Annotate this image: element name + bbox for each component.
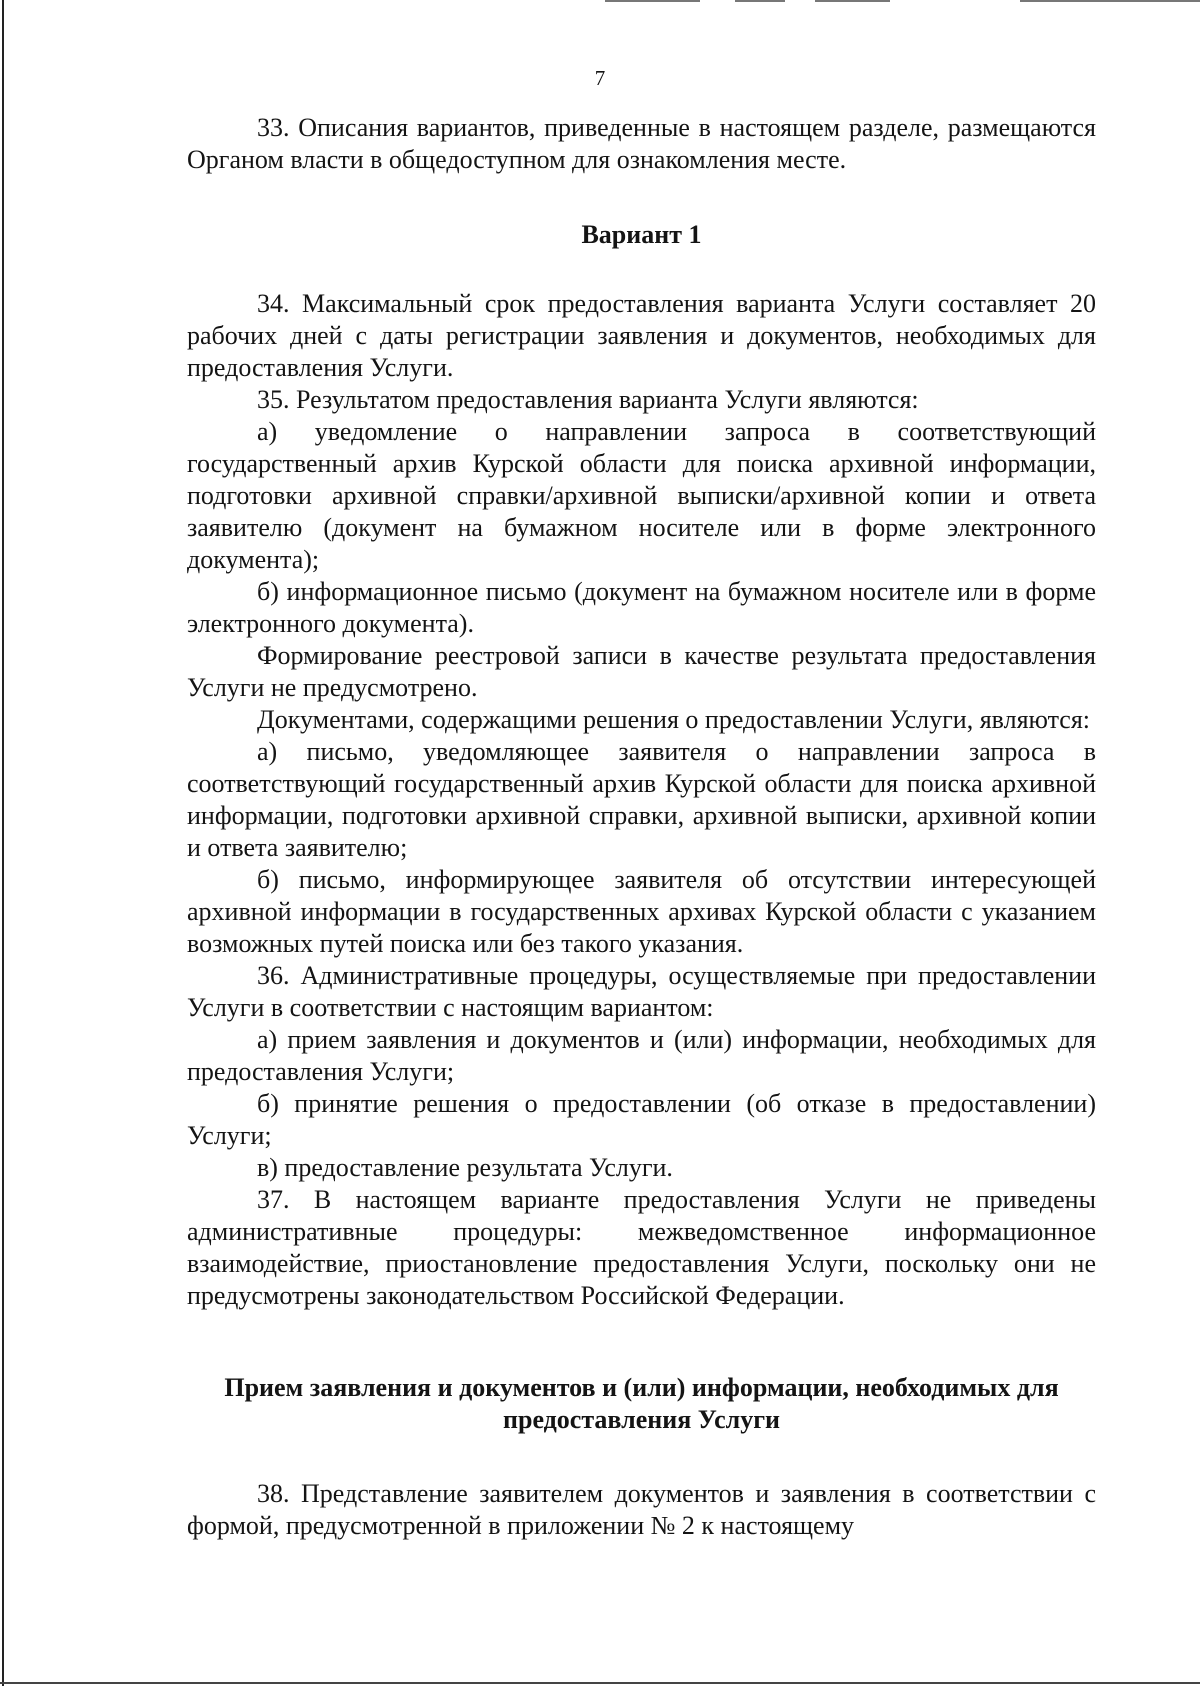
document-body bbox=[187, 112, 1096, 1542]
paragraph-36-a: а) прием заявления и документов и (или) информации, необходимых для предоставления Услуги; bbox=[187, 1025, 1096, 1086]
paragraph-registry-note: Формирование реестровой записи в качестве результата предоставления Услуги не предусмотрено. bbox=[187, 641, 1096, 702]
paragraph-35-b: б) информационное письмо (документ на бумажном носителе или в форме электронного документа). bbox=[187, 577, 1096, 638]
scan-mark-top bbox=[815, 0, 890, 2]
paragraph-34: 34. Максимальный срок предоставления варианта Услуги составляет 20 рабочих дней с даты регистрации заявления и документов, необходимых для предоставления Услуги. bbox=[187, 289, 1096, 382]
paragraph-36: 36. Административные процедуры, осуществляемые при предоставлении Услуги в соответствии с настоящим вариантом: bbox=[187, 961, 1096, 1022]
heading-variant-1: Вариант 1 bbox=[581, 220, 702, 249]
paragraph-35: 35. Результатом предоставления варианта Услуги являются: bbox=[257, 385, 919, 414]
page-number: 7 bbox=[594, 66, 606, 90]
scan-mark-top bbox=[1020, 0, 1200, 2]
paragraph-decision-b: б) письмо, информирующее заявителя об отсутствии интересующей архивной информации в государственных архивах Курской области с указанием возможных путей поиска или без такого указания. bbox=[187, 865, 1096, 958]
paragraph-37: 37. В настоящем варианте предоставления Услуги не приведены административные процедуры: межведомственное информационное взаимодействие, приостановление предоставления Услуги, поскольку они не предусмотрены законодательством Российской Федерации. bbox=[187, 1185, 1096, 1310]
paragraph-36-c: в) предоставление результата Услуги. bbox=[257, 1153, 673, 1182]
paragraph-38: 38. Представление заявителем документов и заявления в соответствии с формой, предусмотренной в приложении № 2 к настоящему bbox=[187, 1479, 1096, 1540]
paragraph-35-a: а) уведомление о направлении запроса в соответствующий государственный архив Курской области для поиска архивной информации, подготовки архивной справки/архивной выписки/архивной копии и ответа заявителю (документ на бумажном носителе или в форме электронного документа); bbox=[187, 417, 1096, 574]
scan-edge-bottom bbox=[0, 1682, 1200, 1684]
heading-application-intake: Прием заявления и документов и (или) информации, необходимых для предоставления Услуги bbox=[224, 1373, 1059, 1434]
paragraph-decision-documents: Документами, содержащими решения о предоставлении Услуги, являются: bbox=[257, 705, 1091, 734]
paragraph-33: 33. Описания вариантов, приведенные в настоящем разделе, размещаются Органом власти в общедоступном для ознакомления месте. bbox=[187, 113, 1096, 174]
scan-mark-top bbox=[735, 0, 785, 2]
scan-edge-left bbox=[2, 0, 4, 1686]
scan-mark-top bbox=[605, 0, 700, 2]
paragraph-decision-a: а) письмо, уведомляющее заявителя о направлении запроса в соответствующий государственный архив Курской области для поиска архивной информации, подготовки архивной справки, архивной выписки, архивной копии и ответа заявителю; bbox=[187, 737, 1096, 862]
paragraph-36-b: б) принятие решения о предоставлении (об отказе в предоставлении) Услуги; bbox=[187, 1089, 1096, 1150]
